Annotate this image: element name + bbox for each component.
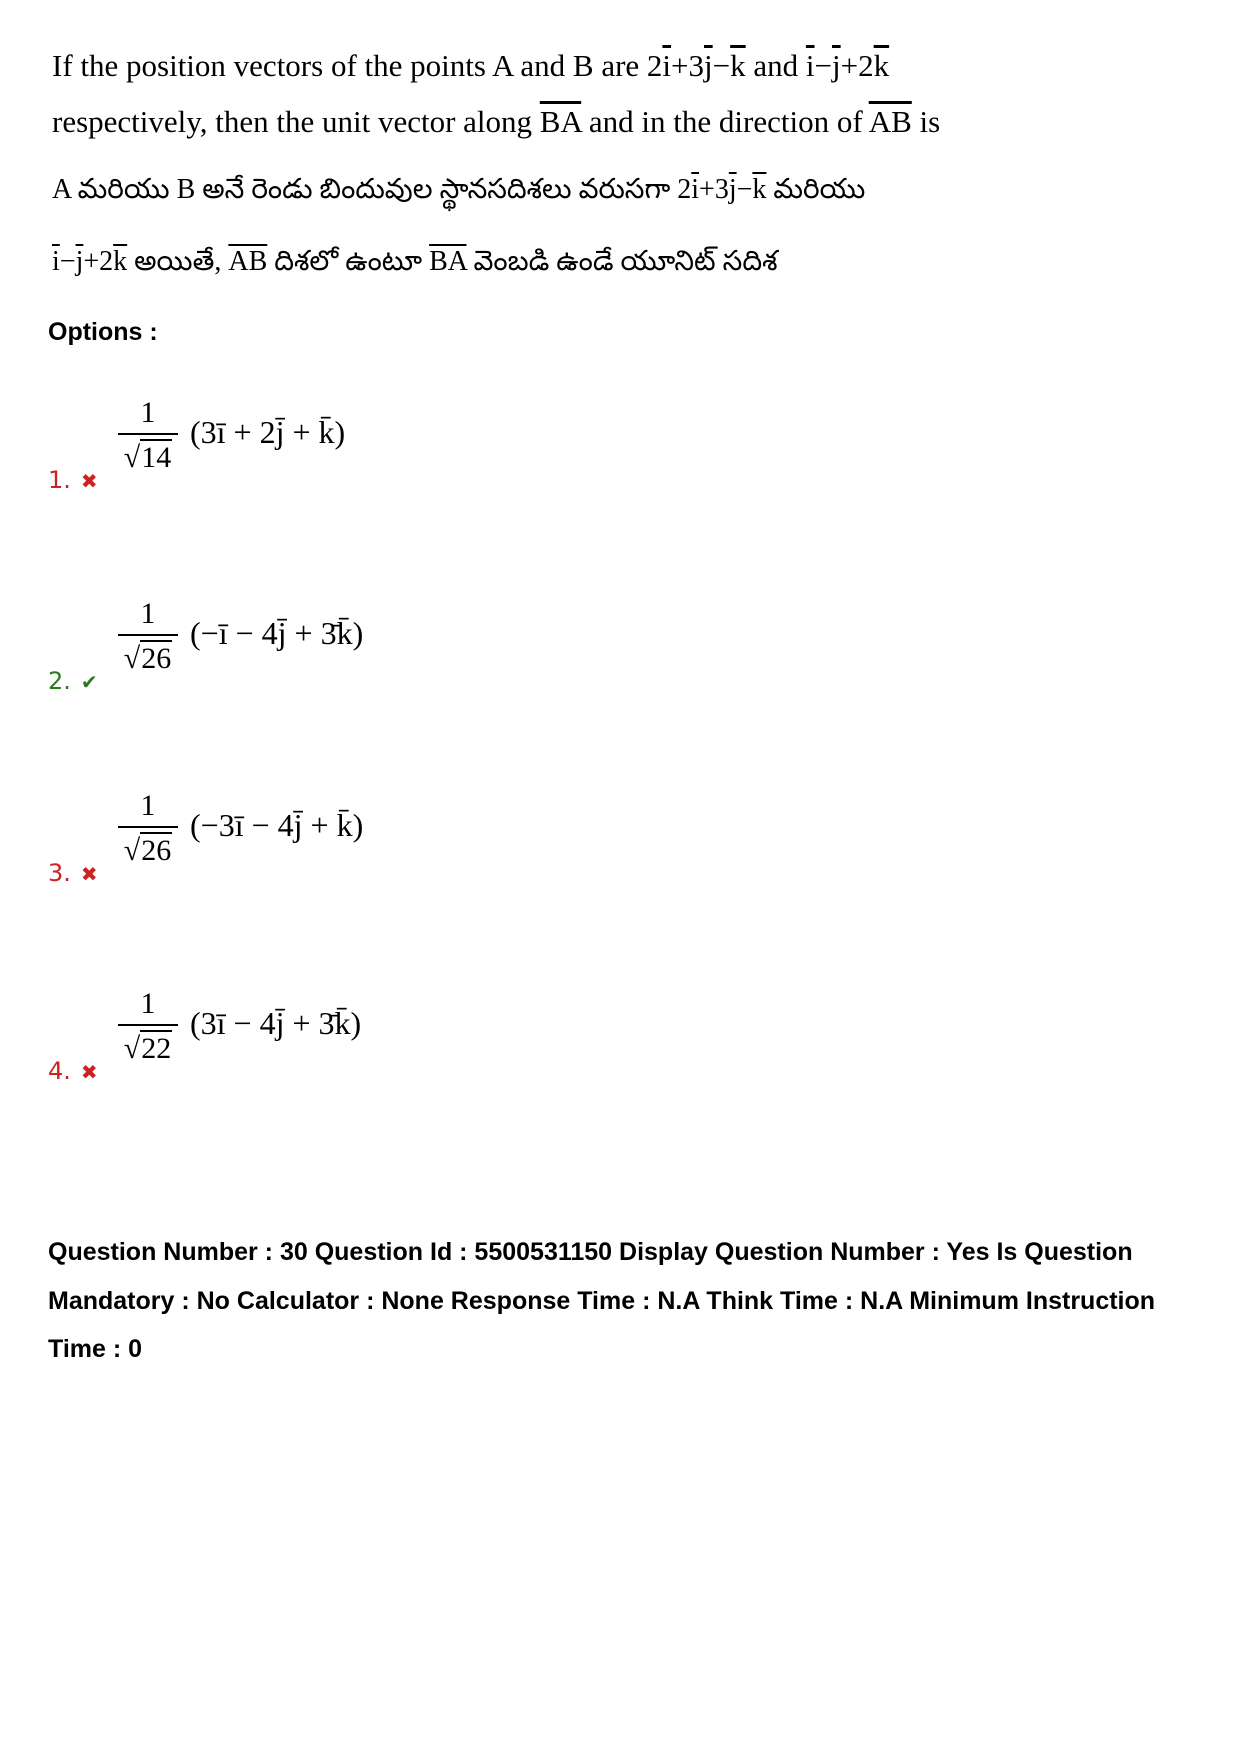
checkmark-icon: ✔ [80,670,98,694]
cross-icon: ✖ [80,469,98,493]
question-text: − [736,174,753,205]
option-2[interactable] [48,597,548,707]
numerator: 1 [140,789,156,822]
denominator: √26 [123,642,172,675]
vector-AB: $\overline{AB}$ [228,246,268,277]
option-3[interactable] [48,789,548,899]
option-index: 1. [48,466,71,494]
vector-i: $\overline{i}$ [52,246,60,277]
fraction-bar [118,433,178,435]
cross-icon: ✖ [80,1060,98,1084]
question-text: అయితే, [127,246,229,277]
vector-i: $\overline{i}$ [691,174,700,205]
radicand: 26 [141,642,172,675]
numerator: 1 [140,396,156,429]
question-text: దిశలో ఉంటూ [267,246,430,277]
option-index: 2. [48,667,71,695]
fraction-bar [118,1024,178,1026]
option-4[interactable] [48,987,548,1097]
radicand: 14 [141,441,172,474]
question-text: − [59,246,76,277]
question-line-1 [52,50,889,81]
option-expression: (−ī − 4j̄ + 3̄k̄) [190,615,364,651]
vector-BA: $\overline{BA}$ [429,246,467,277]
question-metadata: Question Number : 30 Question Id : 5500531150 Display Question Number : Yes Is Question Mandatory : No Calculator : None Response Time : N.A Think Time : N.A Minimum Instruction Time : 0 [48,1238,1156,1363]
vector-j: $\overline{j}$ [75,246,84,277]
question-text: వెంబడి ఉండే యూనిట్ సదిశ [466,246,778,277]
question-line-2 [52,106,940,137]
fraction-bar [118,634,178,636]
vector-AB: $\overline{AB}$ [868,104,912,139]
option-1[interactable] [48,396,548,506]
vector-BA: $\overline{BA}$ [539,104,582,139]
question-text: +3 [699,174,729,205]
vector-k: $\overline{k}$ [752,174,767,205]
question-text: +3 [671,48,705,83]
question-text: and [745,48,806,83]
cross-icon: ✖ [80,862,98,886]
option-number [48,667,98,695]
question-text: is [911,104,941,139]
denominator: √26 [123,834,172,867]
question-line-4-telugu [52,248,778,276]
vector-k: $\overline{k}$ [873,48,890,83]
question-text: and in the direction of [581,104,869,139]
option-expression: (3ī − 4j̄ + 3̄k̄) [190,1005,362,1041]
fraction [118,789,178,868]
question-text: − [814,48,833,83]
option-index: 3. [48,859,71,887]
option-expression: (3ī + 2j̄ + k̄) [190,414,346,450]
vector-j: $\overline{j}$ [704,48,713,83]
option-index: 4. [48,1057,71,1085]
option-number [48,859,98,887]
radicand: 26 [141,834,172,867]
question-text: +2 [83,246,114,277]
denominator: √22 [123,1032,172,1065]
option-number [48,1057,98,1085]
question-text: మరియు [766,174,866,205]
question-text: respectively, then the unit vector along [52,104,540,139]
options-label: Options : [48,318,158,346]
question-text: − [712,48,731,83]
question-text: If the position vectors of the points A and B are 2 [52,48,663,83]
fraction [118,396,178,475]
fraction [118,987,178,1066]
question-text: +2 [840,48,874,83]
vector-i: $\overline{i}$ [662,48,672,83]
fraction-bar [118,826,178,828]
denominator: √14 [123,441,172,474]
radicand: 22 [141,1032,172,1065]
question-line-3-telugu [52,176,865,204]
vector-k: $\overline{k}$ [113,246,128,277]
vector-j: $\overline{j}$ [832,48,841,83]
question-text: A మరియు B అనే రెండు బిందువుల స్థానసదిశలు వరుసగా 2 [52,174,692,205]
vector-j: $\overline{j}$ [728,174,737,205]
numerator: 1 [140,597,156,630]
fraction [118,597,178,676]
option-expression: (−3ī − 4j̄ + k̄) [190,807,364,843]
option-number [48,466,98,494]
vector-k: $\overline{k}$ [730,48,746,83]
vector-i: $\overline{i}$ [805,48,815,83]
numerator: 1 [140,987,156,1020]
